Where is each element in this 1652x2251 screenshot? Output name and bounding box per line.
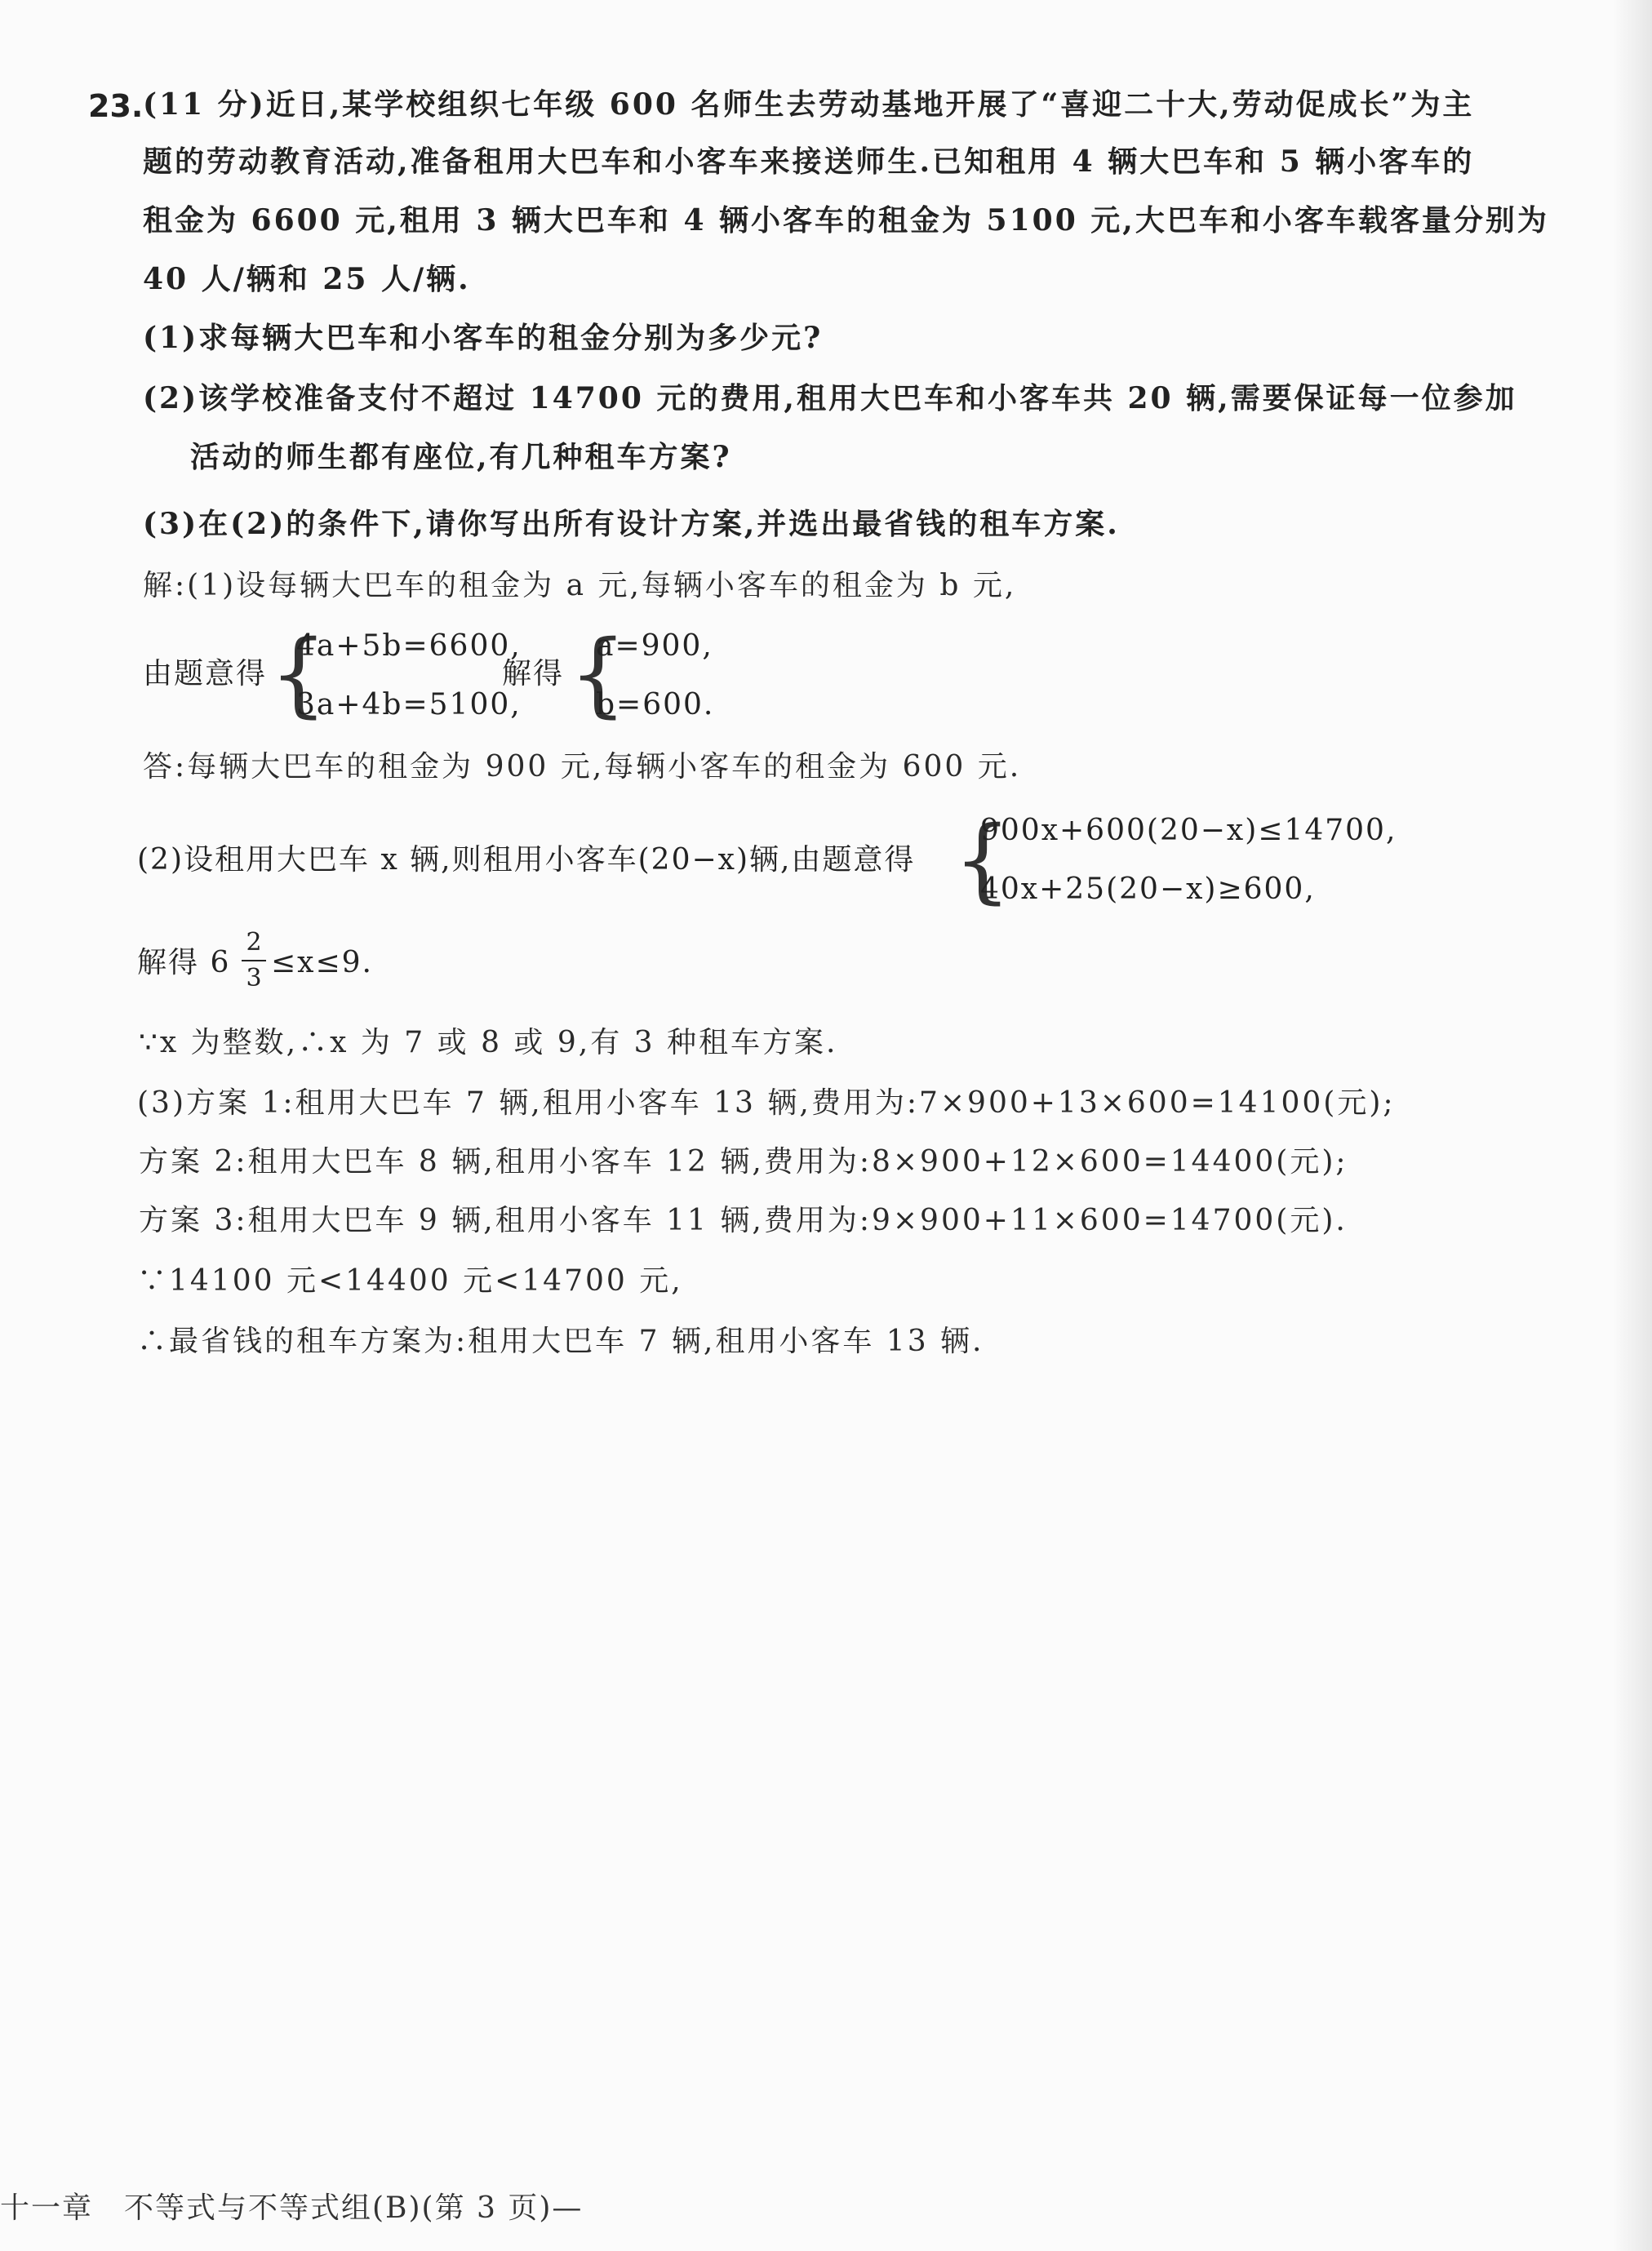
conclusion: ∴最省钱的租车方案为:租用大巴车 7 辆,租用小客车 13 辆. <box>137 1325 984 1358</box>
cost-comparison: ∵14100 元<14400 元<14700 元, <box>137 1264 683 1298</box>
fraction-denominator: 3 <box>246 964 262 992</box>
system-2-ineq-2: 40x+25(20−x)≥600, <box>980 872 1316 906</box>
system-1 <box>143 622 877 728</box>
brace-icon: { <box>569 621 628 727</box>
solve-inequality <box>137 929 545 1010</box>
question-part-2-cont: 活动的师生都有座位,有几种租车方案? <box>190 440 732 474</box>
system-2-ineq-1: 900x+600(20−x)≤14700, <box>980 814 1397 847</box>
solve-2-suffix: ≤x≤9. <box>271 946 373 979</box>
question-number: 23. <box>88 88 144 124</box>
system-1-mid: 解得 <box>502 657 565 690</box>
system-1-eq-2: 3a+4b=5100, <box>296 688 522 721</box>
fraction-numerator: 2 <box>246 928 262 957</box>
question-line-2: 题的劳动教育活动,准备租用大巴车和小客车来接送师生.已知租用 4 辆大巴车和 5 辆小客车的 <box>143 144 1475 179</box>
brace-icon: { <box>953 807 1012 913</box>
integer-reasoning: ∵x 为整数,∴x 为 7 或 8 或 9,有 3 种租车方案. <box>139 1026 838 1059</box>
plan-3: 方案 3:租用大巴车 9 辆,租用小客车 11 辆,费用为:9×900+11×600=14700(元). <box>139 1204 1348 1237</box>
question-part-2: (2)该学校准备支付不超过 14700 元的费用,租用大巴车和小客车共 20 辆,需要保证每一位参加 <box>143 381 1517 415</box>
question-line-3: 租金为 6600 元,租用 3 辆大巴车和 4 辆小客车的租金为 5100 元,大巴车和小客车载客量分别为 <box>143 203 1549 238</box>
question-part-1: (1)求每辆大巴车和小客车的租金分别为多少元? <box>143 321 824 355</box>
answer-part-1: 答:每辆大巴车的租金为 900 元,每辆小客车的租金为 600 元. <box>143 750 1022 784</box>
system-1-result-a: a=900, <box>596 629 713 663</box>
page-edge-shadow <box>1613 0 1652 2251</box>
solve-2-prefix: 解得 6 <box>137 946 231 979</box>
page-footer: 十一章 不等式与不等式组(B)(第 3 页)— <box>0 2191 584 2225</box>
system-1-result-b: b=600. <box>596 688 715 721</box>
system-1-eq-1: 4a+5b=6600, <box>296 629 522 663</box>
system-2-prefix: (2)设租用大巴车 x 辆,则租用小客车(20−x)辆,由题意得 <box>137 843 916 877</box>
solution-setup: 解:(1)设每辆大巴车的租金为 a 元,每辆小客车的租金为 b 元, <box>143 569 1017 602</box>
plan-1: (3)方案 1:租用大巴车 7 辆,租用小客车 13 辆,费用为:7×900+13×600=14100(元); <box>137 1086 1396 1120</box>
brace-icon: { <box>269 621 328 727</box>
question-part-3: (3)在(2)的条件下,请你写出所有设计方案,并选出最省钱的租车方案. <box>143 507 1120 541</box>
question-line-1: (11 分)近日,某学校组织七年级 600 名师生去劳动基地开展了“喜迎二十大,劳动促成长”为主 <box>143 87 1475 122</box>
question-line-4: 40 人/辆和 25 人/辆. <box>143 262 471 296</box>
plan-2: 方案 2:租用大巴车 8 辆,租用小客车 12 辆,费用为:8×900+12×600=14400(元); <box>139 1145 1348 1179</box>
system-2 <box>137 808 1443 914</box>
fraction-bar <box>242 960 266 961</box>
system-1-prefix: 由题意得 <box>143 657 268 690</box>
